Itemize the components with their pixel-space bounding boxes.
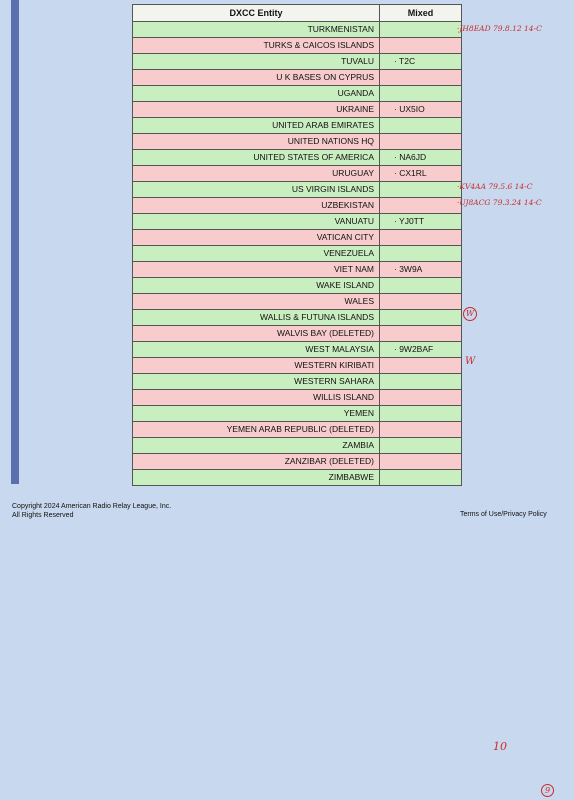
terms-privacy-link[interactable]: Terms of Use/Privacy Policy <box>460 511 547 518</box>
entity-cell: US VIRGIN ISLANDS <box>133 182 380 198</box>
mixed-cell <box>380 374 462 390</box>
mixed-cell: · 3W9A <box>380 262 462 278</box>
mixed-cell <box>380 118 462 134</box>
table-row <box>133 102 462 118</box>
mixed-cell <box>380 422 462 438</box>
entity-cell: VENEZUELA <box>133 246 380 262</box>
entity-cell: ZAMBIA <box>133 438 380 454</box>
table-row <box>133 374 462 390</box>
handwritten-note-turkmenistan: ·JH8EAD 79.8.12 14-C <box>457 24 542 33</box>
entity-cell: WAKE ISLAND <box>133 278 380 294</box>
entity-cell: WALES <box>133 294 380 310</box>
mixed-cell <box>380 230 462 246</box>
mixed-cell: · UX5IO <box>380 102 462 118</box>
table-row <box>133 310 462 326</box>
table-row <box>133 22 462 38</box>
table-row <box>133 278 462 294</box>
mixed-cell <box>380 310 462 326</box>
entity-cell: WEST MALAYSIA <box>133 342 380 358</box>
mixed-cell <box>380 86 462 102</box>
rights-text: All Rights Reserved <box>12 512 74 519</box>
table-row <box>133 326 462 342</box>
table-row <box>133 230 462 246</box>
entity-cell: UKRAINE <box>133 102 380 118</box>
handwritten-circled-mark: W <box>463 307 477 321</box>
entity-cell: URUGUAY <box>133 166 380 182</box>
mixed-cell: · T2C <box>380 54 462 70</box>
mixed-cell <box>380 454 462 470</box>
table-row <box>133 342 462 358</box>
entity-cell: VATICAN CITY <box>133 230 380 246</box>
handwritten-note-us-virgin-islands: ·KV4AA 79.5.6 14-C <box>457 182 533 191</box>
entity-cell: UNITED ARAB EMIRATES <box>133 118 380 134</box>
table-row <box>133 118 462 134</box>
table-body <box>133 22 462 486</box>
mixed-cell <box>380 470 462 486</box>
entity-cell: UZBEKISTAN <box>133 198 380 214</box>
table-row <box>133 134 462 150</box>
mixed-cell <box>380 38 462 54</box>
copyright-text: Copyright 2024 American Radio Relay League, Inc. <box>12 503 172 510</box>
table-row <box>133 150 462 166</box>
mixed-cell: · CX1RL <box>380 166 462 182</box>
table-row <box>133 390 462 406</box>
table-row <box>133 406 462 422</box>
entity-cell: UGANDA <box>133 86 380 102</box>
entity-cell: UNITED STATES OF AMERICA <box>133 150 380 166</box>
table-row <box>133 38 462 54</box>
table-row <box>133 422 462 438</box>
table-row <box>133 198 462 214</box>
entity-cell: TURKS & CAICOS ISLANDS <box>133 38 380 54</box>
mixed-cell <box>380 134 462 150</box>
handwritten-page-number: 10 <box>493 740 507 753</box>
dxcc-table <box>132 4 462 486</box>
mixed-cell <box>380 70 462 86</box>
entity-cell: YEMEN <box>133 406 380 422</box>
entity-cell: TUVALU <box>133 54 380 70</box>
mixed-cell <box>380 182 462 198</box>
entity-cell: UNITED NATIONS HQ <box>133 134 380 150</box>
table-row <box>133 358 462 374</box>
mixed-cell <box>380 198 462 214</box>
mixed-cell <box>380 406 462 422</box>
table-row <box>133 214 462 230</box>
entity-cell: VIET NAM <box>133 262 380 278</box>
mixed-cell <box>380 390 462 406</box>
table-row <box>133 166 462 182</box>
left-accent-bar <box>11 0 19 484</box>
handwritten-mark-western-kiribati: W <box>465 356 476 367</box>
handwritten-sheet-number: 9 <box>541 784 554 797</box>
table-row <box>133 54 462 70</box>
entity-cell: TURKMENISTAN <box>133 22 380 38</box>
mixed-cell <box>380 358 462 374</box>
entity-cell: VANUATU <box>133 214 380 230</box>
table-row <box>133 262 462 278</box>
table-row <box>133 454 462 470</box>
entity-cell: YEMEN ARAB REPUBLIC (DELETED) <box>133 422 380 438</box>
mixed-cell: · NA6JD <box>380 150 462 166</box>
entity-cell: WALVIS BAY (DELETED) <box>133 326 380 342</box>
table-row <box>133 246 462 262</box>
entity-cell: WILLIS ISLAND <box>133 390 380 406</box>
mixed-cell <box>380 246 462 262</box>
header-mixed: Mixed <box>380 5 462 22</box>
mixed-cell <box>380 278 462 294</box>
table-row <box>133 70 462 86</box>
table-row <box>133 470 462 486</box>
mixed-cell <box>380 22 462 38</box>
entity-cell: ZANZIBAR (DELETED) <box>133 454 380 470</box>
footer-copyright-block <box>12 502 171 520</box>
entity-cell: ZIMBABWE <box>133 470 380 486</box>
handwritten-note-uzbekistan: ·UJ8ACG 79.3.24 14-C <box>457 198 542 207</box>
entity-cell: WALLIS & FUTUNA ISLANDS <box>133 310 380 326</box>
table-row <box>133 182 462 198</box>
mixed-cell <box>380 326 462 342</box>
entity-cell: WESTERN SAHARA <box>133 374 380 390</box>
table-row <box>133 438 462 454</box>
table-row <box>133 294 462 310</box>
table-header-row <box>133 5 462 22</box>
entity-cell: U K BASES ON CYPRUS <box>133 70 380 86</box>
header-entity: DXCC Entity <box>133 5 380 22</box>
mixed-cell <box>380 294 462 310</box>
mixed-cell: · 9W2BAF <box>380 342 462 358</box>
mixed-cell <box>380 438 462 454</box>
mixed-cell: · YJ0TT <box>380 214 462 230</box>
table-row <box>133 86 462 102</box>
entity-cell: WESTERN KIRIBATI <box>133 358 380 374</box>
